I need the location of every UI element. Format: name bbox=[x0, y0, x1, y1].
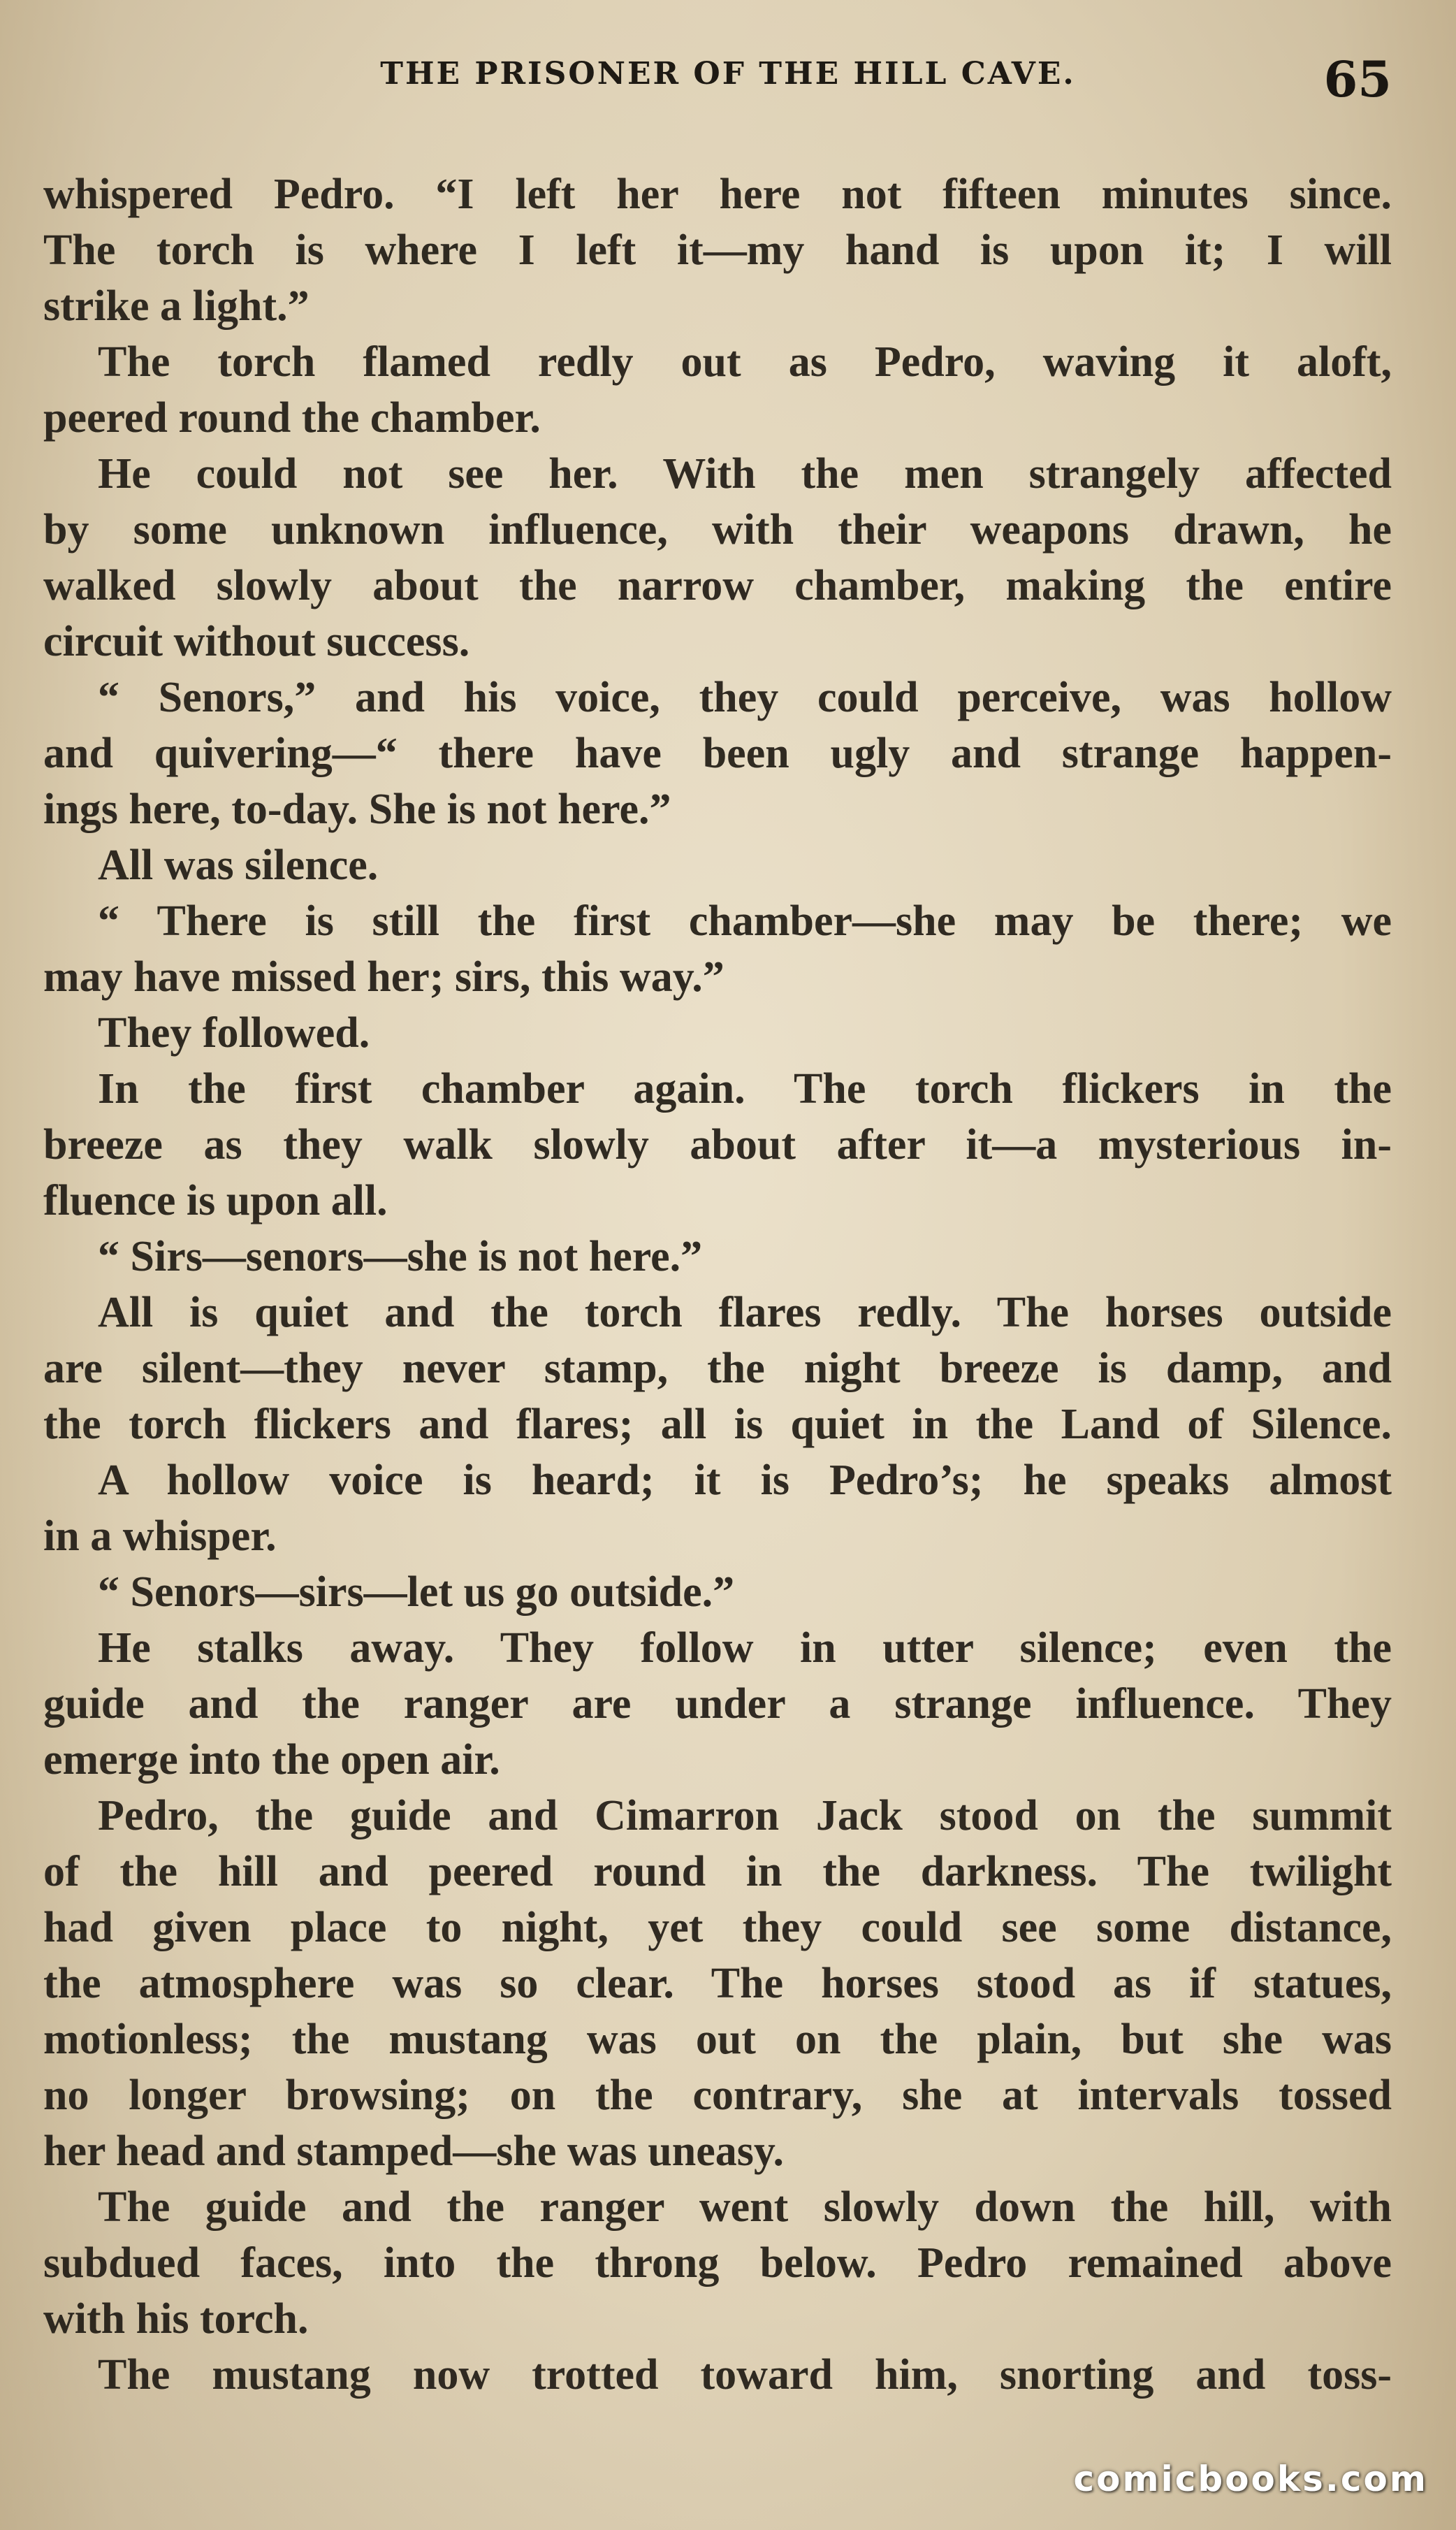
text-line: emerge into the open air. bbox=[43, 1736, 500, 1784]
page-header bbox=[0, 50, 1456, 119]
text-line: may have missed her; sirs, this way.” bbox=[43, 953, 725, 1001]
text-line: He could not see her. With the men strangely affected bbox=[98, 450, 1392, 498]
text-line: “ There is still the first chamber—she may be there; we bbox=[98, 897, 1392, 945]
text-line: the torch flickers and flares; all is quiet in the Land of Silence. bbox=[43, 1401, 1392, 1448]
text-line: are silent—they never stamp, the night breeze is damp, and bbox=[43, 1345, 1392, 1392]
text-line: A hollow voice is heard; it is Pedro’s; he speaks almost bbox=[98, 1456, 1392, 1504]
watermark: comicbooks.com bbox=[1073, 2459, 1428, 2499]
text-line: Pedro, the guide and Cimarron Jack stood on the summit bbox=[98, 1792, 1392, 1839]
text-line: They followed. bbox=[98, 1009, 370, 1057]
text-line: the atmosphere was so clear. The horses stood as if statues, bbox=[43, 1960, 1392, 2007]
text-line: subdued faces, into the throng below. Pedro remained above bbox=[43, 2239, 1392, 2287]
text-line: “ Senors,” and his voice, they could perceive, was hollow bbox=[98, 674, 1392, 721]
text-line: and quivering—“ there have been ugly and strange happen- bbox=[43, 730, 1392, 777]
text-line: of the hill and peered round in the darkness. The twilight bbox=[43, 1848, 1392, 1895]
text-line: peered round the chamber. bbox=[43, 394, 541, 442]
text-line: breeze as they walk slowly about after it—a mysterious in- bbox=[43, 1121, 1392, 1169]
text-line: ings here, to-day. She is not here.” bbox=[43, 786, 671, 833]
text-line: in a whisper. bbox=[43, 1512, 277, 1560]
text-line: In the first chamber again. The torch flickers in the bbox=[98, 1065, 1392, 1113]
text-line: “ Sirs—senors—she is not here.” bbox=[98, 1233, 703, 1280]
page-number: 65 bbox=[1323, 50, 1392, 108]
text-line: “ Senors—sirs—let us go outside.” bbox=[98, 1568, 735, 1616]
text-line: circuit without success. bbox=[43, 618, 470, 665]
text-line: walked slowly about the narrow chamber, making the entire bbox=[43, 562, 1392, 609]
text-line: The guide and the ranger went slowly down the hill, with bbox=[98, 2183, 1392, 2231]
text-line: He stalks away. They follow in utter silence; even the bbox=[98, 1624, 1392, 1672]
text-line: by some unknown influence, with their weapons drawn, he bbox=[43, 506, 1392, 554]
body-text bbox=[43, 166, 1392, 2403]
text-line: All is quiet and the torch flares redly. The horses outside bbox=[98, 1289, 1392, 1336]
text-line: The mustang now trotted toward him, snorting and toss- bbox=[98, 2351, 1392, 2399]
text-line: with his torch. bbox=[43, 2295, 309, 2343]
text-line: All was silence. bbox=[98, 841, 379, 889]
text-line: whispered Pedro. “I left her here not fifteen minutes since. bbox=[43, 171, 1392, 218]
text-line: fluence is upon all. bbox=[43, 1177, 388, 1224]
text-line: motionless; the mustang was out on the plain, but she was bbox=[43, 2016, 1392, 2063]
text-line: had given place to night, yet they could see some distance, bbox=[43, 1904, 1392, 1951]
running-title: THE PRISONER OF THE HILL CAVE. bbox=[380, 56, 1076, 92]
text-line: strike a light.” bbox=[43, 282, 310, 330]
text-line: The torch is where I left it—my hand is upon it; I will bbox=[43, 226, 1392, 274]
text-line: no longer browsing; on the contrary, she at intervals tossed bbox=[43, 2072, 1392, 2119]
text-line: The torch flamed redly out as Pedro, waving it aloft, bbox=[98, 338, 1392, 386]
text-line: her head and stamped—she was uneasy. bbox=[43, 2127, 784, 2175]
text-line: guide and the ranger are under a strange influence. They bbox=[43, 1680, 1392, 1728]
